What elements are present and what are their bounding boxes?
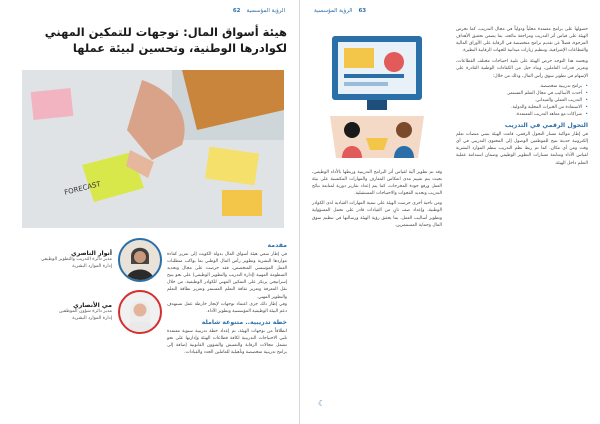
author-department: إدارة الموارد البشرية — [72, 263, 112, 269]
left-column — [312, 26, 442, 229]
body-paragraph: حصولها على برامج معتمدة محلياً ودولياً في مجال التدريب، كما تحرص الهيئة على قياس أثر التدريب ومراجعة نتائجه، بما يضمن تحقيق الأهداف المرجوة، فضلاً عن تقديم برامج متخصصة في الرقابة على الأوراق المالية والقطاعات الإشرافية، وتنظيم زيارات ميدانية للجهات الرقابية النظيرة. — [456, 27, 588, 54]
author-role: مدير دائرة شؤون الموظفين — [59, 309, 112, 314]
article-photo — [22, 70, 284, 228]
list-item: • شراكات مع معاهد التدريب المعتمدة. — [456, 111, 588, 118]
list-item: • الاستفادة من الخبرات المحلية والدولية. — [456, 104, 588, 111]
people-column — [12, 238, 162, 342]
author-name: مي الأنصاري — [73, 302, 112, 309]
left-page-header — [233, 8, 285, 14]
section-label: الرؤية المؤسسية — [314, 8, 353, 14]
intro-paragraph-2: وفي إطار ذلك جرى اعتماد توجهات لإنجاز خارطة عمل تستهدف دعم البيئة الوظيفية المؤسسية وتطوير الأداء. — [167, 301, 287, 314]
page-number: 62 — [232, 8, 241, 14]
avatar — [118, 238, 162, 282]
intro-paragraph: في إطار سعي هيئة أسواق المال بدولة الكويت إلى تعزيز كفاءة مواردها البشرية وتطوير رأس المال الوطني بما يواكب متطلبات العمل المؤسسي المتخصص، فقد حرصت على مجال وتحديد المنظومة المهنية (إدارة التدريب والتطوير الوظيفي) على نحو يتيح إسراتيجي يرتكز على التمكين المهني للكوادر الوظيفية، من خلال نقل المعرفة وتعزيز ثقافة التعلم المستمر وتعزيز نطاقة التعلم والتطوير المهني. — [167, 252, 287, 300]
list-item: • التدريب العملي والميداني. — [456, 97, 588, 104]
page-number: 63 — [358, 8, 367, 14]
list-item: • أحدث الأساليب في مجال التعلم المستمر. — [456, 90, 588, 97]
sticky-note-text: FORECAST — [63, 179, 102, 197]
left-paragraph-2: ومن ناحية أخرى حرصت الهيئة على تنمية المهارات القيادية لدى الكوادر الوطنية، وإعداد صف ثانٍ من القيادات قادر على تحمل المسؤولية وتطوير أساليب العمل، بما يحقق رؤية الهيئة ورسالتها في تنظيم سوق المال وحماية المستثمرين. — [312, 201, 442, 228]
plan-paragraph: انطلاقاً من توجهات الهيئة، تم إعداد خطة تدريبية سنوية معتمدة تلبي الاحتياجات التدريبية لكافة قطاعات الهيئة وإدارتها على نحو تشمل مجالات الرقابة والتفتيش والشؤون القانونية إضافة إلى برامج تدريبية متخصصة وتأهيلية للعاملين الجدد والقيادات. — [167, 328, 287, 356]
author-card-2 — [12, 290, 162, 334]
intro-column — [167, 238, 287, 356]
list-item: • برامج تدريبية متخصصة. — [456, 83, 588, 90]
plan-heading: خطة تدريبية.. متنوعة شاملة — [201, 318, 287, 326]
right-page — [300, 0, 600, 424]
right-page-header — [314, 8, 366, 14]
moon-icon: ☾ — [318, 399, 326, 408]
digital-paragraph: في إطار مواكبة مسار التحول الرقمي، قامت الهيئة بتبني منصات تعلم إلكترونية حديثة تتيح للموظفين الوصول إلى المحتوى التدريبي في أي وقت ومن أي مكان، كما تم ربط نظم التدريب بنظم الموارد البشرية لقياس الأداء ومتابعة مسارات التطوير الوظيفي وضمان استدامة عملية التعلم داخل الهيئة. — [456, 132, 588, 166]
left-paragraph: وقد تم تطوير آلية لقياس أثر البرامج التدريبية وربطها بالأداء الوظيفي، بحيث يتم تقييم مدى انعكاس المعارف والمهارات المكتسبة على بيئة العمل ورفع جودة المخرجات، كما يتم إعداد تقارير دورية لمتابعة نتائج التدريب وتحديد الفجوات والاحتياجات المستقبلية. — [312, 170, 442, 197]
author-card-1 — [12, 238, 162, 282]
photo-illustration — [22, 70, 284, 228]
avatar — [118, 290, 162, 334]
body-paragraph-2: ويجسد هذا التوجه حرص الهيئة على تلبية احتياجات مختلف القطاعات، وتعزيز قدرات العاملين، وبناء جيل من الكفاءات الوطنية القادرة على الإسهام في تطوير سوق رأس المال، وذلك من خلال: — [456, 59, 588, 79]
digital-heading: التحول الرقمي في التدريب — [504, 122, 588, 130]
author-name: أنوار الناصري — [71, 250, 112, 257]
benefit-list — [456, 83, 588, 118]
right-text-column — [456, 26, 588, 167]
section-label: الرؤية المؤسسية — [246, 8, 285, 14]
intro-heading: مقدمة — [267, 242, 287, 249]
digital-illustration — [312, 26, 442, 166]
author-role: مدير دائرة التدريب والتطوير الوظيفي — [40, 257, 112, 262]
author-department: إدارة الموارد البشرية — [72, 315, 112, 321]
article-title: هيئة أسواق المال: توجهات للتمكين المهني لكوادرها الوطنية، وتحسين لبيئة عملها — [44, 25, 287, 55]
